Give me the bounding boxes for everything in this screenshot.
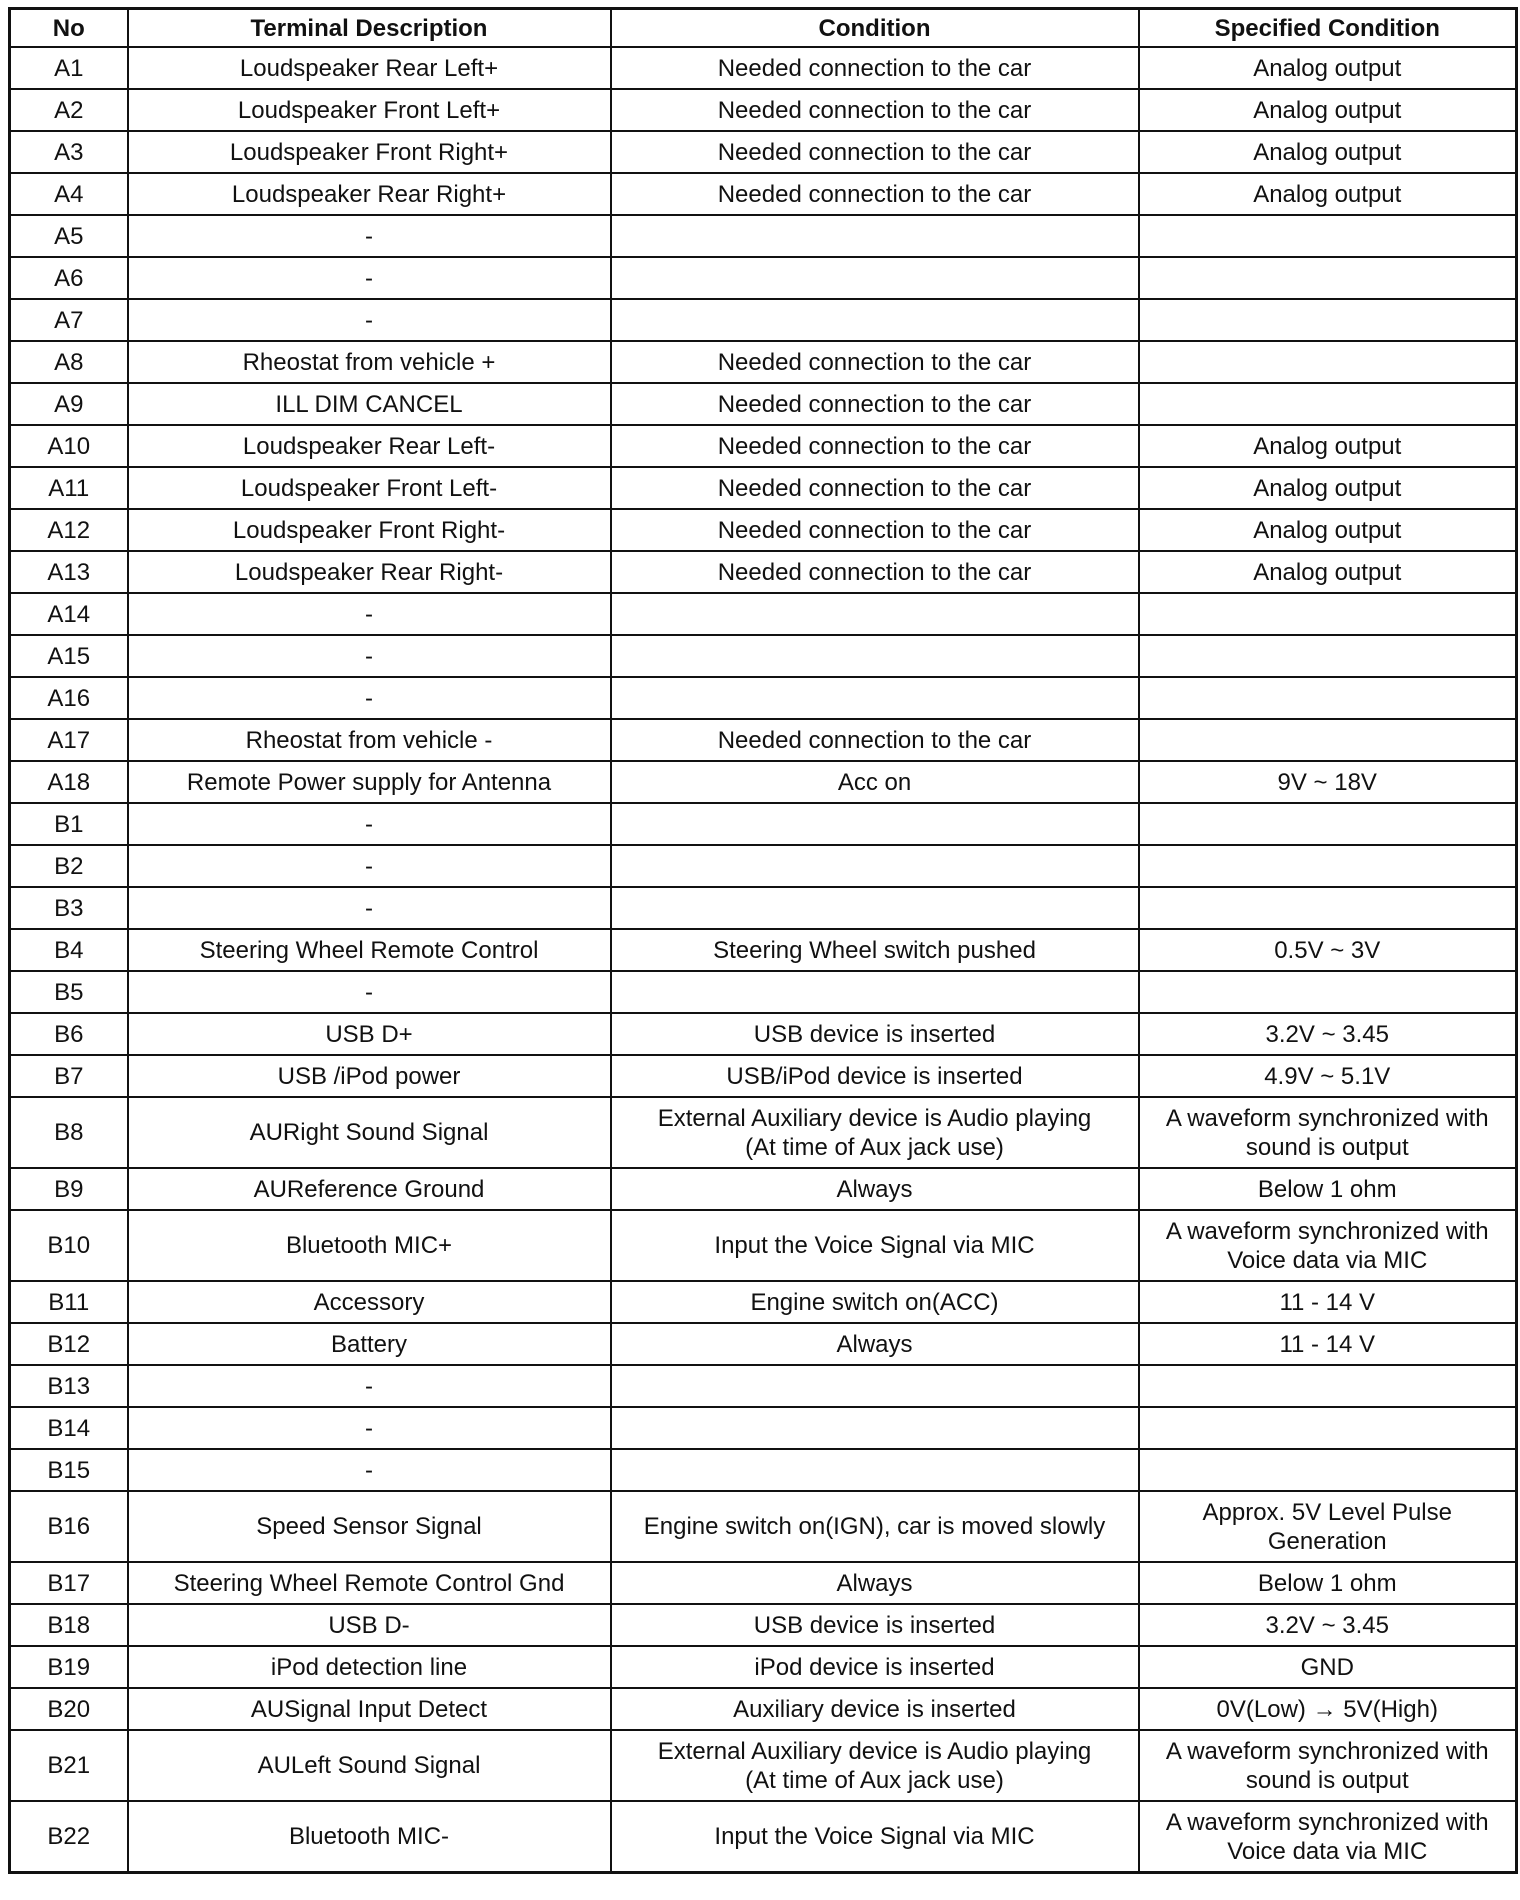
cell-no: B22 xyxy=(10,1801,128,1873)
cell-description: Rheostat from vehicle + xyxy=(128,341,611,383)
cell-description: - xyxy=(128,299,611,341)
cell-description: Bluetooth MIC- xyxy=(128,1801,611,1873)
cell-description: Loudspeaker Front Right+ xyxy=(128,131,611,173)
cell-condition: Always xyxy=(611,1323,1139,1365)
cell-specified: Analog output xyxy=(1139,425,1517,467)
cell-specified xyxy=(1139,1491,1517,1562)
cell-specified xyxy=(1139,1407,1517,1449)
cell-no: A4 xyxy=(10,173,128,215)
cell-description: AULeft Sound Signal xyxy=(128,1730,611,1801)
cell-condition: Needed connection to the car xyxy=(611,89,1139,131)
table-header-row xyxy=(10,9,1517,48)
cell-description: USB D- xyxy=(128,1604,611,1646)
cell-condition xyxy=(611,257,1139,299)
cell-condition xyxy=(611,677,1139,719)
cell-specified xyxy=(1139,677,1517,719)
cell-specified: Below 1 ohm xyxy=(1139,1562,1517,1604)
cell-no: A2 xyxy=(10,89,128,131)
table-row xyxy=(10,1407,1517,1449)
cell-no: A3 xyxy=(10,131,128,173)
cell-no: B15 xyxy=(10,1449,128,1491)
table-row xyxy=(10,131,1517,173)
cell-description: - xyxy=(128,845,611,887)
cell-condition: Needed connection to the car xyxy=(611,173,1139,215)
cell-no: B4 xyxy=(10,929,128,971)
cell-specified-line: A waveform synchronized with xyxy=(1165,1737,1489,1765)
cell-specified xyxy=(1139,803,1517,845)
cell-specified-line: Approx. 5V Level Pulse xyxy=(1202,1498,1452,1526)
cell-condition xyxy=(611,593,1139,635)
cell-condition: Input the Voice Signal via MIC xyxy=(611,1801,1139,1873)
cell-condition-line: External Auxiliary device is Audio playing xyxy=(657,1104,1092,1132)
cell-condition: USB device is inserted xyxy=(611,1604,1139,1646)
column-header-condition: Condition xyxy=(611,9,1139,48)
cell-specified-line: sound is output xyxy=(1245,1766,1409,1794)
cell-specified: Analog output xyxy=(1139,509,1517,551)
cell-condition xyxy=(611,1365,1139,1407)
table-row xyxy=(10,383,1517,425)
cell-specified: 3.2V ~ 3.45 xyxy=(1139,1013,1517,1055)
cell-no: B3 xyxy=(10,887,128,929)
cell-condition: Auxiliary device is inserted xyxy=(611,1688,1139,1730)
cell-description: Loudspeaker Rear Right+ xyxy=(128,173,611,215)
table-body xyxy=(10,47,1517,1873)
table-row xyxy=(10,257,1517,299)
cell-description: - xyxy=(128,257,611,299)
cell-no: B8 xyxy=(10,1097,128,1168)
cell-no: A1 xyxy=(10,47,128,89)
cell-condition: USB device is inserted xyxy=(611,1013,1139,1055)
cell-no: A17 xyxy=(10,719,128,761)
table-row xyxy=(10,1646,1517,1688)
cell-condition xyxy=(611,845,1139,887)
cell-description: iPod detection line xyxy=(128,1646,611,1688)
cell-no: A9 xyxy=(10,383,128,425)
cell-specified xyxy=(1139,383,1517,425)
cell-specified-line: sound is output xyxy=(1245,1133,1409,1161)
cell-description: Remote Power supply for Antenna xyxy=(128,761,611,803)
table-row xyxy=(10,1210,1517,1281)
cell-description: AUReference Ground xyxy=(128,1168,611,1210)
table-row xyxy=(10,1055,1517,1097)
cell-condition: Needed connection to the car xyxy=(611,47,1139,89)
cell-condition: Always xyxy=(611,1168,1139,1210)
cell-description: - xyxy=(128,803,611,845)
cell-condition: Engine switch on(ACC) xyxy=(611,1281,1139,1323)
cell-specified: 0.5V ~ 3V xyxy=(1139,929,1517,971)
cell-condition xyxy=(611,635,1139,677)
cell-no: B17 xyxy=(10,1562,128,1604)
cell-description: Battery xyxy=(128,1323,611,1365)
table-row xyxy=(10,1168,1517,1210)
cell-condition: Needed connection to the car xyxy=(611,131,1139,173)
cell-no: A16 xyxy=(10,677,128,719)
cell-specified: 3.2V ~ 3.45 xyxy=(1139,1604,1517,1646)
cell-specified: Analog output xyxy=(1139,47,1517,89)
table-row xyxy=(10,509,1517,551)
cell-specified: GND xyxy=(1139,1646,1517,1688)
table-row xyxy=(10,803,1517,845)
table-row xyxy=(10,761,1517,803)
cell-condition xyxy=(611,887,1139,929)
cell-no: B12 xyxy=(10,1323,128,1365)
cell-specified xyxy=(1139,635,1517,677)
cell-description: USB /iPod power xyxy=(128,1055,611,1097)
cell-condition: Input the Voice Signal via MIC xyxy=(611,1210,1139,1281)
cell-description: Bluetooth MIC+ xyxy=(128,1210,611,1281)
cell-no: B19 xyxy=(10,1646,128,1688)
cell-no: B13 xyxy=(10,1365,128,1407)
cell-condition: Needed connection to the car xyxy=(611,509,1139,551)
cell-specified-line: Voice data via MIC xyxy=(1227,1246,1428,1274)
cell-condition-line: (At time of Aux jack use) xyxy=(745,1766,1004,1794)
table-row xyxy=(10,1491,1517,1562)
cell-description: - xyxy=(128,971,611,1013)
cell-no: A13 xyxy=(10,551,128,593)
cell-specified-line: Generation xyxy=(1267,1527,1387,1555)
table-row xyxy=(10,1281,1517,1323)
cell-no: A11 xyxy=(10,467,128,509)
cell-description: Loudspeaker Front Right- xyxy=(128,509,611,551)
cell-no: A14 xyxy=(10,593,128,635)
table-row xyxy=(10,425,1517,467)
cell-condition: iPod device is inserted xyxy=(611,1646,1139,1688)
cell-description: AURight Sound Signal xyxy=(128,1097,611,1168)
cell-condition: USB/iPod device is inserted xyxy=(611,1055,1139,1097)
cell-specified xyxy=(1139,1449,1517,1491)
cell-description: - xyxy=(128,1407,611,1449)
cell-condition: Steering Wheel switch pushed xyxy=(611,929,1139,971)
cell-description: - xyxy=(128,593,611,635)
table-row xyxy=(10,1323,1517,1365)
cell-description: - xyxy=(128,1449,611,1491)
table-row xyxy=(10,1013,1517,1055)
cell-specified xyxy=(1139,593,1517,635)
table-row xyxy=(10,677,1517,719)
cell-description: Steering Wheel Remote Control Gnd xyxy=(128,1562,611,1604)
cell-specified: Analog output xyxy=(1139,89,1517,131)
cell-condition xyxy=(611,1407,1139,1449)
cell-specified-line: A waveform synchronized with xyxy=(1165,1104,1489,1132)
cell-condition: Acc on xyxy=(611,761,1139,803)
cell-description: Loudspeaker Rear Right- xyxy=(128,551,611,593)
cell-description: USB D+ xyxy=(128,1013,611,1055)
cell-description: AUSignal Input Detect xyxy=(128,1688,611,1730)
cell-no: B11 xyxy=(10,1281,128,1323)
column-header-specified: Specified Condition xyxy=(1139,9,1517,48)
cell-specified: 9V ~ 18V xyxy=(1139,761,1517,803)
cell-condition: Always xyxy=(611,1562,1139,1604)
cell-specified: Analog output xyxy=(1139,467,1517,509)
table-row xyxy=(10,173,1517,215)
cell-description: - xyxy=(128,677,611,719)
cell-description: - xyxy=(128,887,611,929)
table-row xyxy=(10,1730,1517,1801)
cell-condition: Needed connection to the car xyxy=(611,383,1139,425)
cell-specified-line: A waveform synchronized with xyxy=(1165,1217,1489,1245)
cell-specified xyxy=(1139,971,1517,1013)
cell-specified xyxy=(1139,257,1517,299)
cell-specified: 4.9V ~ 5.1V xyxy=(1139,1055,1517,1097)
cell-condition: Engine switch on(IGN), car is moved slowly xyxy=(611,1491,1139,1562)
cell-no: A10 xyxy=(10,425,128,467)
cell-description: Rheostat from vehicle - xyxy=(128,719,611,761)
cell-no: B21 xyxy=(10,1730,128,1801)
cell-no: B7 xyxy=(10,1055,128,1097)
cell-condition xyxy=(611,803,1139,845)
cell-no: B14 xyxy=(10,1407,128,1449)
table-row xyxy=(10,719,1517,761)
table-row xyxy=(10,971,1517,1013)
cell-description: Loudspeaker Rear Left+ xyxy=(128,47,611,89)
cell-condition xyxy=(611,215,1139,257)
column-header-no: No xyxy=(10,9,128,48)
cell-specified xyxy=(1139,845,1517,887)
table-row xyxy=(10,593,1517,635)
cell-specified xyxy=(1139,719,1517,761)
table-row xyxy=(10,467,1517,509)
cell-description: Accessory xyxy=(128,1281,611,1323)
cell-no: A8 xyxy=(10,341,128,383)
cell-condition-line: (At time of Aux jack use) xyxy=(745,1133,1004,1161)
cell-no: B20 xyxy=(10,1688,128,1730)
table-row xyxy=(10,635,1517,677)
cell-specified-line: Voice data via MIC xyxy=(1227,1837,1428,1865)
table-row xyxy=(10,47,1517,89)
cell-condition: Needed connection to the car xyxy=(611,719,1139,761)
cell-no: B6 xyxy=(10,1013,128,1055)
cell-specified: Analog output xyxy=(1139,131,1517,173)
cell-no: A15 xyxy=(10,635,128,677)
cell-specified: 0V(Low) → 5V(High) xyxy=(1139,1688,1517,1730)
table-row xyxy=(10,1801,1517,1873)
cell-specified: Analog output xyxy=(1139,551,1517,593)
table-row xyxy=(10,1365,1517,1407)
column-header-description: Terminal Description xyxy=(128,9,611,48)
cell-specified xyxy=(1139,1730,1517,1801)
table-row xyxy=(10,1688,1517,1730)
cell-specified xyxy=(1139,1097,1517,1168)
cell-condition xyxy=(611,1449,1139,1491)
table-row xyxy=(10,215,1517,257)
cell-condition xyxy=(611,1097,1139,1168)
cell-condition: Needed connection to the car xyxy=(611,467,1139,509)
cell-no: A5 xyxy=(10,215,128,257)
table-row xyxy=(10,1562,1517,1604)
cell-specified: Analog output xyxy=(1139,173,1517,215)
table-row xyxy=(10,929,1517,971)
cell-description: Loudspeaker Front Left- xyxy=(128,467,611,509)
cell-no: B18 xyxy=(10,1604,128,1646)
cell-no: B2 xyxy=(10,845,128,887)
cell-specified xyxy=(1139,299,1517,341)
cell-no: A7 xyxy=(10,299,128,341)
terminal-spec-table xyxy=(8,7,1518,1874)
cell-description: - xyxy=(128,635,611,677)
cell-condition-line: External Auxiliary device is Audio playing xyxy=(657,1737,1092,1765)
cell-no: A18 xyxy=(10,761,128,803)
cell-no: B5 xyxy=(10,971,128,1013)
table-row xyxy=(10,299,1517,341)
cell-description: - xyxy=(128,215,611,257)
cell-condition: Needed connection to the car xyxy=(611,341,1139,383)
cell-no: A6 xyxy=(10,257,128,299)
cell-specified: 11 - 14 V xyxy=(1139,1281,1517,1323)
table-row xyxy=(10,887,1517,929)
cell-specified xyxy=(1139,215,1517,257)
cell-no: B9 xyxy=(10,1168,128,1210)
cell-no: B1 xyxy=(10,803,128,845)
table-row xyxy=(10,845,1517,887)
cell-specified-line: A waveform synchronized with xyxy=(1165,1808,1489,1836)
cell-description: Loudspeaker Rear Left- xyxy=(128,425,611,467)
cell-condition xyxy=(611,971,1139,1013)
table-row xyxy=(10,89,1517,131)
cell-specified xyxy=(1139,1365,1517,1407)
cell-specified: 11 - 14 V xyxy=(1139,1323,1517,1365)
table-row xyxy=(10,1449,1517,1491)
cell-specified: Below 1 ohm xyxy=(1139,1168,1517,1210)
cell-specified xyxy=(1139,1801,1517,1873)
cell-no: A12 xyxy=(10,509,128,551)
cell-specified xyxy=(1139,887,1517,929)
cell-condition: Needed connection to the car xyxy=(611,425,1139,467)
cell-description: - xyxy=(128,1365,611,1407)
cell-specified xyxy=(1139,1210,1517,1281)
cell-specified xyxy=(1139,341,1517,383)
cell-condition xyxy=(611,1730,1139,1801)
cell-no: B10 xyxy=(10,1210,128,1281)
table-row xyxy=(10,1604,1517,1646)
cell-description: Steering Wheel Remote Control xyxy=(128,929,611,971)
table-row xyxy=(10,551,1517,593)
cell-condition xyxy=(611,299,1139,341)
table-row xyxy=(10,341,1517,383)
cell-description: Loudspeaker Front Left+ xyxy=(128,89,611,131)
cell-condition: Needed connection to the car xyxy=(611,551,1139,593)
cell-description: Speed Sensor Signal xyxy=(128,1491,611,1562)
cell-no: B16 xyxy=(10,1491,128,1562)
terminal-spec-table-container xyxy=(8,7,1515,1874)
cell-description: ILL DIM CANCEL xyxy=(128,383,611,425)
table-row xyxy=(10,1097,1517,1168)
